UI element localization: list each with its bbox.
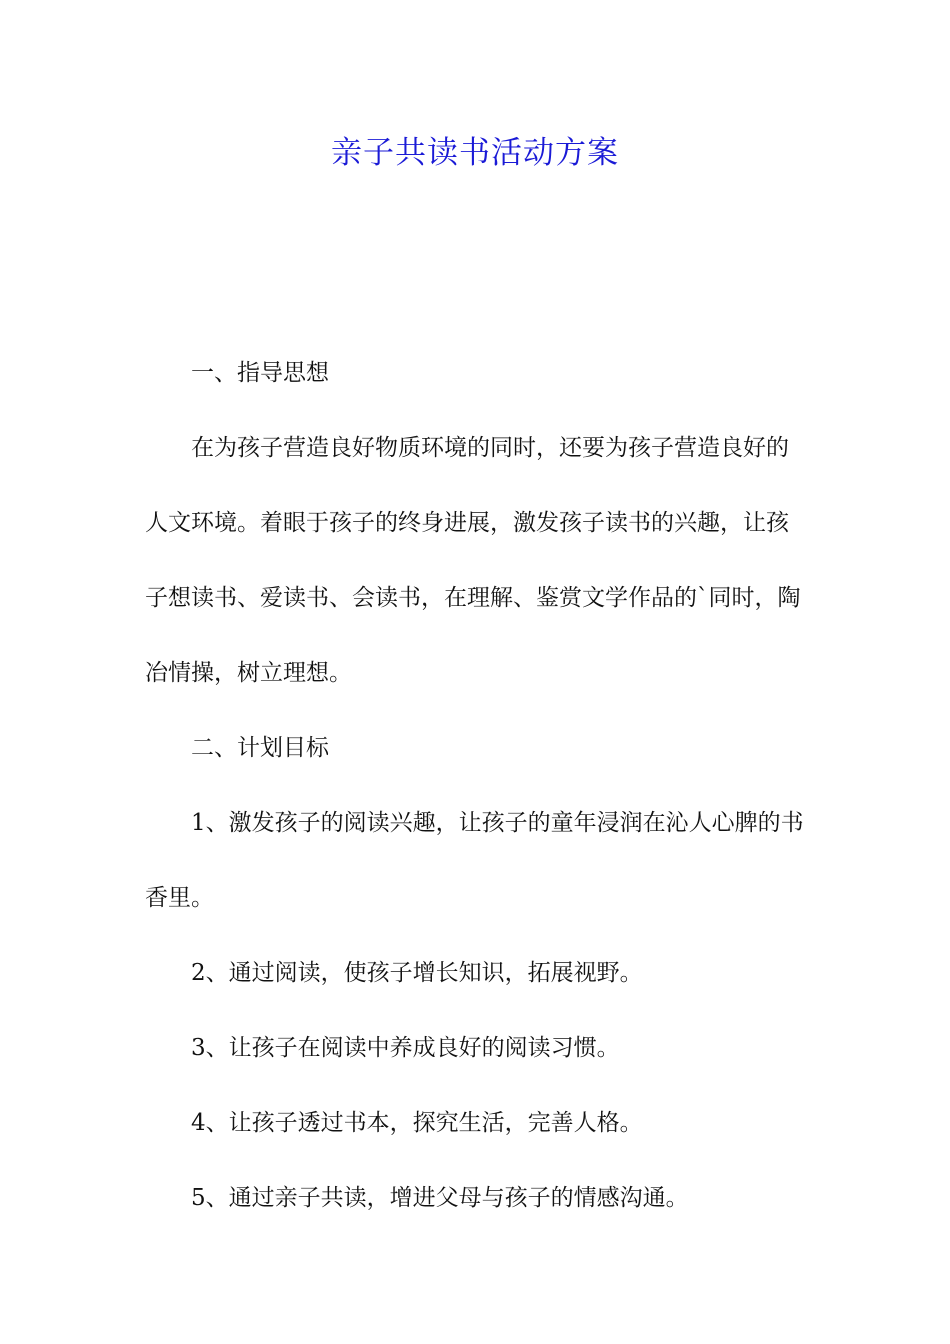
goal-item-5: 5、通过亲子共读，增进父母与孩子的情感沟通。 — [191, 1185, 689, 1211]
section-heading-plan-goals: 二、计划目标 — [191, 735, 329, 761]
goal-item-3: 3、让孩子在阅读中养成良好的阅读习惯。 — [191, 1035, 620, 1061]
document-body — [145, 336, 809, 1236]
goal-item-2: 2、通过阅读，使孩子增长知识，拓展视野。 — [191, 960, 643, 986]
goal-item-1: 1、激发孩子的阅读兴趣，让孩子的童年浸润在沁人心脾的书香里。 — [145, 810, 804, 911]
goal-item-4: 4、让孩子透过书本，探究生活，完善人格。 — [191, 1110, 643, 1136]
document-title: 亲子共读书活动方案 — [331, 135, 619, 171]
section-heading-guiding-ideology: 一、指导思想 — [191, 360, 329, 386]
paragraph-guiding-ideology: 在为孩子营造良好物质环境的同时，还要为孩子营造良好的人文环境。着眼于孩子的终身进展，激发孩子读书的兴趣，让孩子想读书、爱读书、会读书，在理解、鉴赏文学作品的`同时，陶冶情操，树立理想。 — [145, 435, 801, 686]
